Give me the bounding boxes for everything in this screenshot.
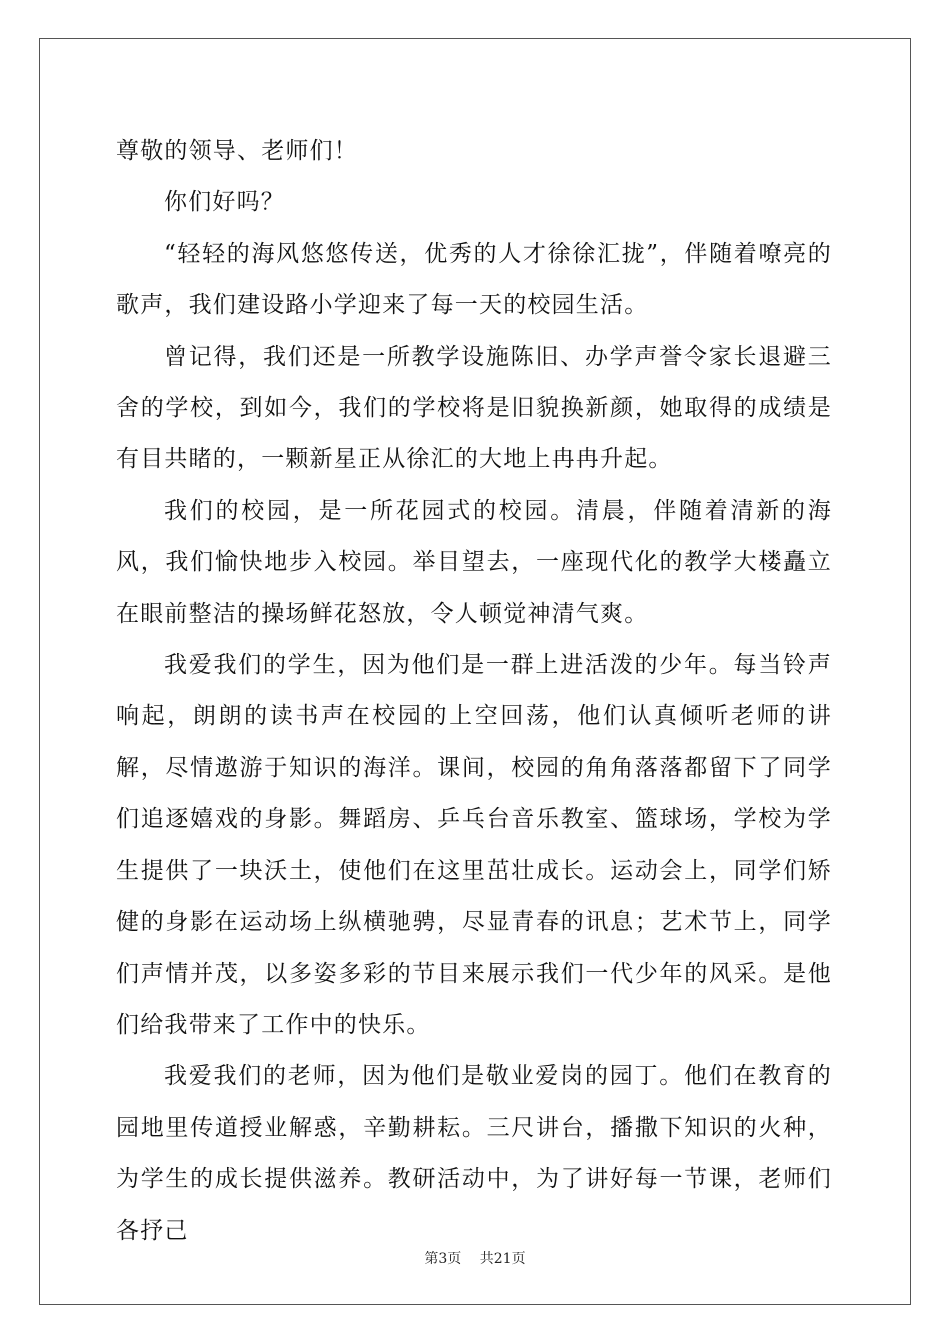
paragraph-school-history: 曾记得，我们还是一所教学设施陈旧、办学声誉令家长退避三舍的学校，到如今，我们的学校将是旧貌换新颜，她取得的成绩是有目共睹的，一颗新星正从徐汇的大地上冉冉升起。 bbox=[116, 343, 832, 473]
greeting-paragraph: 你们好吗？ bbox=[164, 189, 285, 216]
paragraph-students: 我爱我们的学生，因为他们是一群上进活泼的少年。每当铃声响起，朗朗的读书声在校园的上空回荡，他们认真倾听老师的讲解，尽情遨游于知识的海洋。课间，校园的角角落落都留下了同学们追逐嬉戏的身影。舞蹈房、乒乓台音乐教室、篮球场，学校为学生提供了一块沃土，使他们在这里茁壮成长。运动会上，同学们矫健的身影在运动场上纵横驰骋，尽显青春的讯息；艺术节上，同学们声情并茂，以多姿多彩的节目来展示我们一代少年的风采。是他们给我带来了工作中的快乐。 bbox=[116, 652, 832, 1038]
paragraph-school-song: “轻轻的海风悠悠传送，优秀的人才徐徐汇拢”，伴随着嘹亮的歌声，我们建设路小学迎来了每一天的校园生活。 bbox=[116, 240, 832, 319]
paragraph-campus: 我们的校园，是一所花园式的校园。清晨，伴随着清新的海风，我们愉快地步入校园。举目望去，一座现代化的教学大楼矗立在眼前整洁的操场鲜花怒放，令人顿觉神清气爽。 bbox=[116, 497, 832, 627]
page-footer bbox=[0, 1248, 950, 1268]
page-number: 第3页 bbox=[424, 1251, 462, 1267]
page-total: 共21页 bbox=[479, 1251, 526, 1267]
salutation: 尊敬的领导、老师们！ bbox=[116, 138, 358, 164]
document-body bbox=[116, 126, 832, 1257]
paragraph-teachers: 我爱我们的老师，因为他们是敬业爱岗的园丁。他们在教育的园地里传道授业解惑，辛勤耕耘。三尺讲台，播撒下知识的火种，为学生的成长提供滋养。教研活动中，为了讲好每一节课，老师们各抒己 bbox=[116, 1063, 832, 1244]
